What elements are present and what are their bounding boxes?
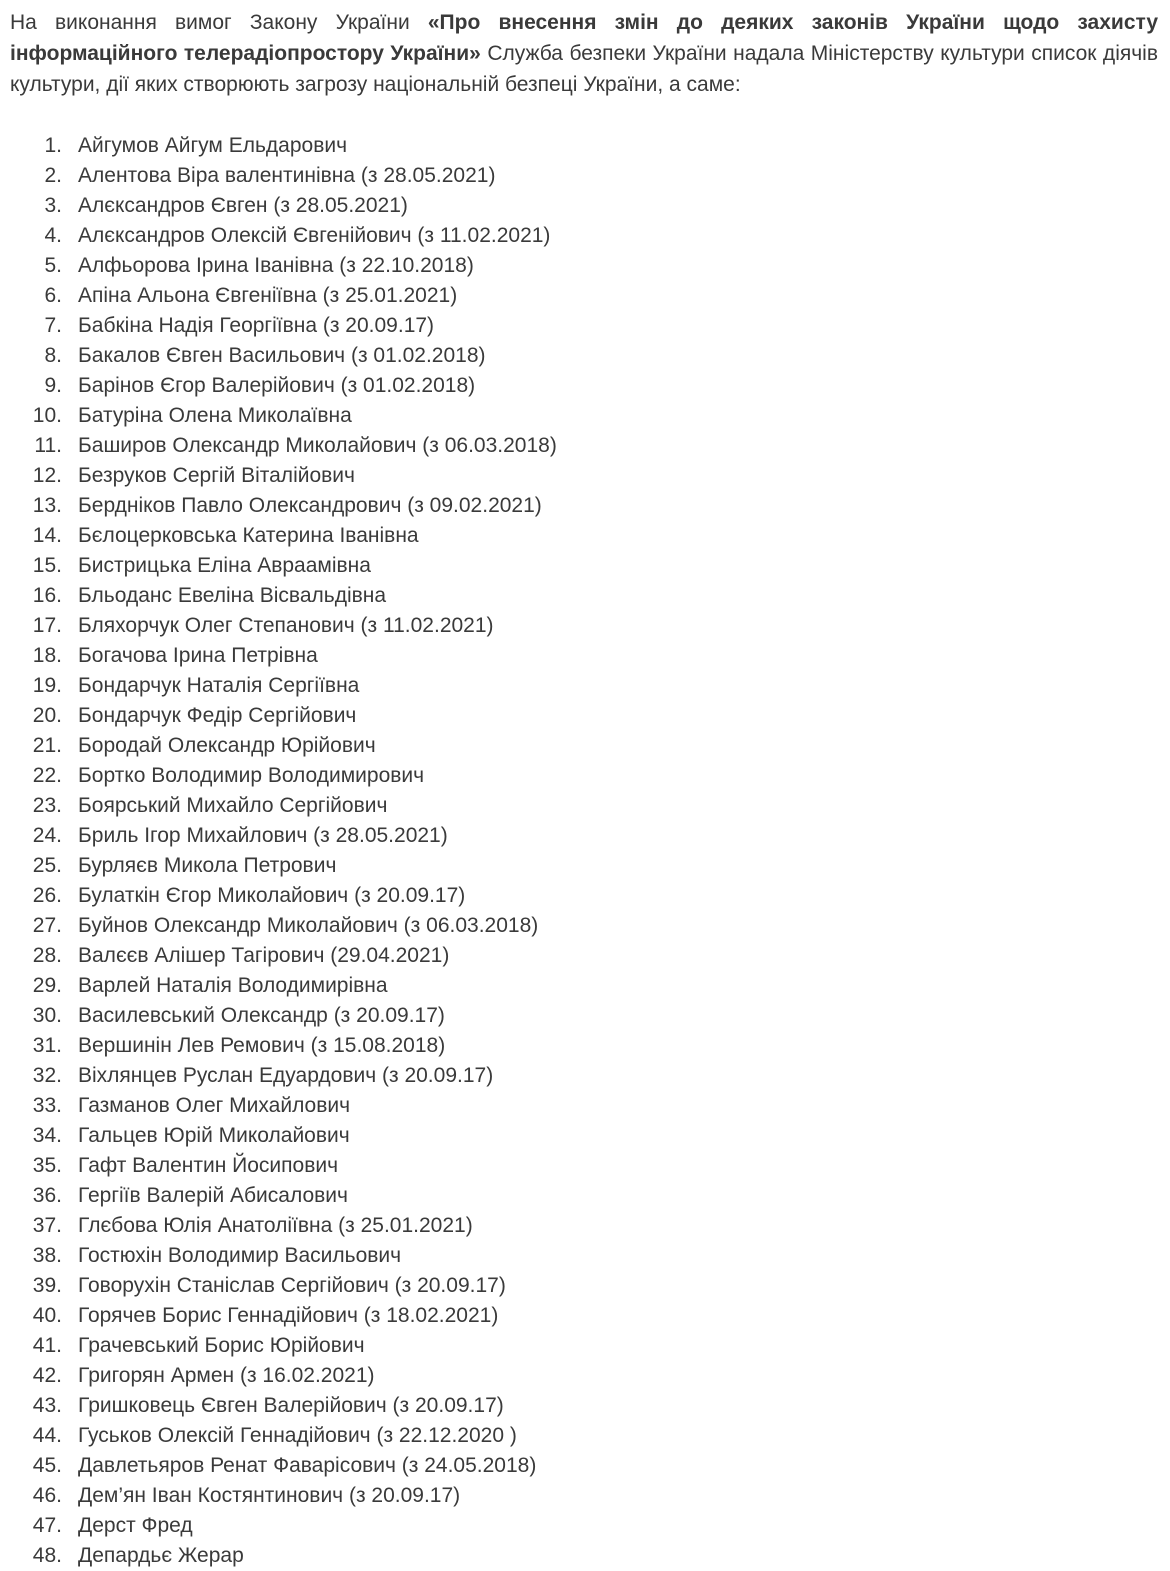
list-item xyxy=(10,701,1158,731)
list-item-number: 22. xyxy=(32,764,62,787)
list-item-text: Бакалов Євген Васильович (з 01.02.2018) xyxy=(78,344,486,367)
list-item xyxy=(10,881,1158,911)
list-item-number: 14. xyxy=(32,524,62,547)
list-item-number: 43. xyxy=(32,1394,62,1417)
list-item-number: 40. xyxy=(32,1304,62,1327)
list-item-text: Гришковець Євген Валерійович (з 20.09.17) xyxy=(78,1394,504,1417)
intro-suffix: Служба безпеки України надала Міністерству культури список діячів культури, дії яких створюють загрозу національній безпеці України, а саме: xyxy=(10,42,1158,96)
list-item xyxy=(10,251,1158,281)
list-item xyxy=(10,911,1158,941)
list-item-number: 24. xyxy=(32,824,62,847)
list-item-text: Говорухін Станіслав Сергійович (з 20.09.17) xyxy=(78,1274,506,1297)
list-item-number: 2. xyxy=(44,164,62,187)
list-item xyxy=(10,341,1158,371)
list-item-text: Депардьє Жерар xyxy=(78,1544,244,1567)
list-item-number: 30. xyxy=(32,1004,62,1027)
list-item-number: 5. xyxy=(44,254,62,277)
list-item-text: Баширов Олександр Миколайович (з 06.03.2018) xyxy=(78,434,557,457)
list-item-text: Бабкіна Надія Георгіївна (з 20.09.17) xyxy=(78,314,435,337)
list-item-text: Барінов Єгор Валерійович (з 01.02.2018) xyxy=(78,374,476,397)
law-title-bold: «Про внесення змін до деяких законів України щодо захисту інформаційного телерадіопростору України» xyxy=(10,11,1158,65)
list-item-text: Алфьорова Ірина Іванівна (з 22.10.2018) xyxy=(78,254,474,277)
list-item-text: Гальцев Юрій Миколайович xyxy=(78,1124,350,1147)
persons-list xyxy=(10,131,1158,1571)
list-item-number: 10. xyxy=(32,404,62,427)
list-item xyxy=(10,401,1158,431)
list-item-text: Бляхорчук Олег Степанович (з 11.02.2021) xyxy=(78,614,494,637)
list-item-number: 13. xyxy=(32,494,62,517)
list-item-text: Валєєв Алішер Тагірович (29.04.2021) xyxy=(78,944,450,967)
list-item xyxy=(10,1331,1158,1361)
list-item xyxy=(10,1121,1158,1151)
list-item-number: 23. xyxy=(32,794,62,817)
list-item-text: Бриль Ігор Михайлович (з 28.05.2021) xyxy=(78,824,448,847)
list-item-number: 39. xyxy=(32,1274,62,1297)
list-item xyxy=(10,1541,1158,1571)
list-item xyxy=(10,1211,1158,1241)
list-item-text: Боярський Михайло Сергійович xyxy=(78,794,388,817)
list-item-number: 12. xyxy=(32,464,62,487)
list-item-number: 20. xyxy=(32,704,62,727)
list-item-number: 42. xyxy=(32,1364,62,1387)
list-item-number: 21. xyxy=(32,734,62,757)
list-item-text: Грачевський Борис Юрійович xyxy=(78,1334,365,1357)
list-item-number: 46. xyxy=(32,1484,62,1507)
list-item-number: 38. xyxy=(32,1244,62,1267)
list-item xyxy=(10,491,1158,521)
intro-paragraph xyxy=(10,7,1158,100)
list-item xyxy=(10,851,1158,881)
list-item xyxy=(10,161,1158,191)
list-item-text: Булаткін Єгор Миколайович (з 20.09.17) xyxy=(78,884,466,907)
list-item-number: 3. xyxy=(44,194,62,217)
list-item-text: Бльоданс Евеліна Вісвальдівна xyxy=(78,584,387,607)
list-item-text: Бондарчук Федір Сергійович xyxy=(78,704,357,727)
list-item-text: Дем’ян Іван Костянтинович (з 20.09.17) xyxy=(78,1484,461,1507)
list-item-text: Айгумов Айгум Ельдарович xyxy=(78,134,348,157)
list-item xyxy=(10,1001,1158,1031)
list-item-text: Батуріна Олена Миколаївна xyxy=(78,404,352,427)
list-item xyxy=(10,461,1158,491)
list-item-number: 26. xyxy=(32,884,62,907)
list-item-number: 48. xyxy=(32,1544,62,1567)
list-item-text: Гуськов Олексій Геннадійович (з 22.12.2020 ) xyxy=(78,1424,517,1447)
list-item-number: 35. xyxy=(32,1154,62,1177)
list-item-number: 8. xyxy=(44,344,62,367)
list-item-number: 37. xyxy=(32,1214,62,1237)
list-item-text: Василевський Олександр (з 20.09.17) xyxy=(78,1004,445,1027)
list-item-number: 36. xyxy=(32,1184,62,1207)
list-item-text: Бердніков Павло Олександрович (з 09.02.2021) xyxy=(78,494,542,517)
list-item-number: 47. xyxy=(32,1514,62,1537)
list-item-text: Бортко Володимир Володимирович xyxy=(78,764,425,787)
list-item-number: 27. xyxy=(32,914,62,937)
list-item xyxy=(10,1061,1158,1091)
list-item-number: 16. xyxy=(32,584,62,607)
list-item xyxy=(10,731,1158,761)
list-item xyxy=(10,641,1158,671)
list-item xyxy=(10,1361,1158,1391)
list-item-text: Гостюхін Володимир Васильович xyxy=(78,1244,402,1267)
list-item-number: 28. xyxy=(32,944,62,967)
list-item xyxy=(10,311,1158,341)
list-item-text: Гергіїв Валерій Абисалович xyxy=(78,1184,348,1207)
intro-prefix: На виконання вимог Закону України xyxy=(10,11,428,34)
list-item-text: Алентова Віра валентинівна (з 28.05.2021) xyxy=(78,164,496,187)
list-item-number: 44. xyxy=(32,1424,62,1447)
list-item xyxy=(10,1451,1158,1481)
list-item-text: Алєксандров Олексій Євгенійович (з 11.02.2021) xyxy=(78,224,551,247)
list-item-number: 17. xyxy=(32,614,62,637)
list-item-number: 1. xyxy=(44,134,62,157)
list-item-text: Алєксандров Євген (з 28.05.2021) xyxy=(78,194,408,217)
list-item-number: 32. xyxy=(32,1064,62,1087)
list-item-text: Варлей Наталія Володимирівна xyxy=(78,974,388,997)
list-item xyxy=(10,1391,1158,1421)
list-item-number: 15. xyxy=(32,554,62,577)
list-item xyxy=(10,1301,1158,1331)
list-item-text: Апіна Альона Євгеніївна (з 25.01.2021) xyxy=(78,284,458,307)
list-item-number: 41. xyxy=(32,1334,62,1357)
list-item xyxy=(10,1031,1158,1061)
list-item xyxy=(10,671,1158,701)
list-item-number: 25. xyxy=(32,854,62,877)
list-item xyxy=(10,521,1158,551)
list-item xyxy=(10,431,1158,461)
list-item xyxy=(10,281,1158,311)
list-item xyxy=(10,1241,1158,1271)
list-item xyxy=(10,221,1158,251)
list-item xyxy=(10,191,1158,221)
list-item-text: Безруков Сергій Віталійович xyxy=(78,464,355,487)
list-item-number: 6. xyxy=(44,284,62,307)
list-item-number: 7. xyxy=(44,314,62,337)
list-item-text: Бєлоцерковська Катерина Іванівна xyxy=(78,524,419,547)
list-item xyxy=(10,371,1158,401)
list-item xyxy=(10,791,1158,821)
list-item-text: Бистрицька Еліна Авраамівна xyxy=(78,554,371,577)
list-item xyxy=(10,821,1158,851)
list-item-number: 45. xyxy=(32,1454,62,1477)
list-item xyxy=(10,1181,1158,1211)
list-item-text: Гафт Валентин Йосипович xyxy=(78,1154,339,1177)
list-item-text: Глєбова Юлія Анатоліївна (з 25.01.2021) xyxy=(78,1214,473,1237)
list-item xyxy=(10,971,1158,1001)
list-item-text: Бурляєв Микола Петрович xyxy=(78,854,337,877)
list-item-number: 11. xyxy=(34,434,62,457)
list-item xyxy=(10,551,1158,581)
list-item-number: 19. xyxy=(32,674,62,697)
list-item xyxy=(10,1421,1158,1451)
list-item-number: 18. xyxy=(32,644,62,667)
list-item-number: 33. xyxy=(32,1094,62,1117)
list-item xyxy=(10,131,1158,161)
list-item-text: Вершинін Лев Ремович (з 15.08.2018) xyxy=(78,1034,446,1057)
list-item-text: Григорян Армен (з 16.02.2021) xyxy=(78,1364,375,1387)
list-item-text: Горячев Борис Геннадійович (з 18.02.2021) xyxy=(78,1304,499,1327)
list-item-number: 4. xyxy=(44,224,62,247)
list-item-number: 29. xyxy=(32,974,62,997)
list-item-text: Дерст Фред xyxy=(78,1514,193,1537)
list-item-number: 9. xyxy=(44,374,62,397)
list-item xyxy=(10,761,1158,791)
list-item-number: 31. xyxy=(32,1034,62,1057)
list-item xyxy=(10,611,1158,641)
list-item-text: Богачова Ірина Петрівна xyxy=(78,644,318,667)
list-item xyxy=(10,1091,1158,1121)
list-item-number: 34. xyxy=(32,1124,62,1147)
list-item-text: Бондарчук Наталія Сергіївна xyxy=(78,674,360,697)
list-item-text: Давлетьяров Ренат Фаварісович (з 24.05.2018) xyxy=(78,1454,537,1477)
list-item-text: Газманов Олег Михайлович xyxy=(78,1094,351,1117)
list-item xyxy=(10,1481,1158,1511)
list-item xyxy=(10,941,1158,971)
list-item xyxy=(10,1511,1158,1541)
list-item-text: Буйнов Олександр Миколайович (з 06.03.2018) xyxy=(78,914,539,937)
list-item xyxy=(10,1271,1158,1301)
list-item xyxy=(10,1151,1158,1181)
list-item-text: Віхлянцев Руслан Едуардович (з 20.09.17) xyxy=(78,1064,494,1087)
list-item xyxy=(10,581,1158,611)
list-item-text: Бородай Олександр Юрійович xyxy=(78,734,376,757)
